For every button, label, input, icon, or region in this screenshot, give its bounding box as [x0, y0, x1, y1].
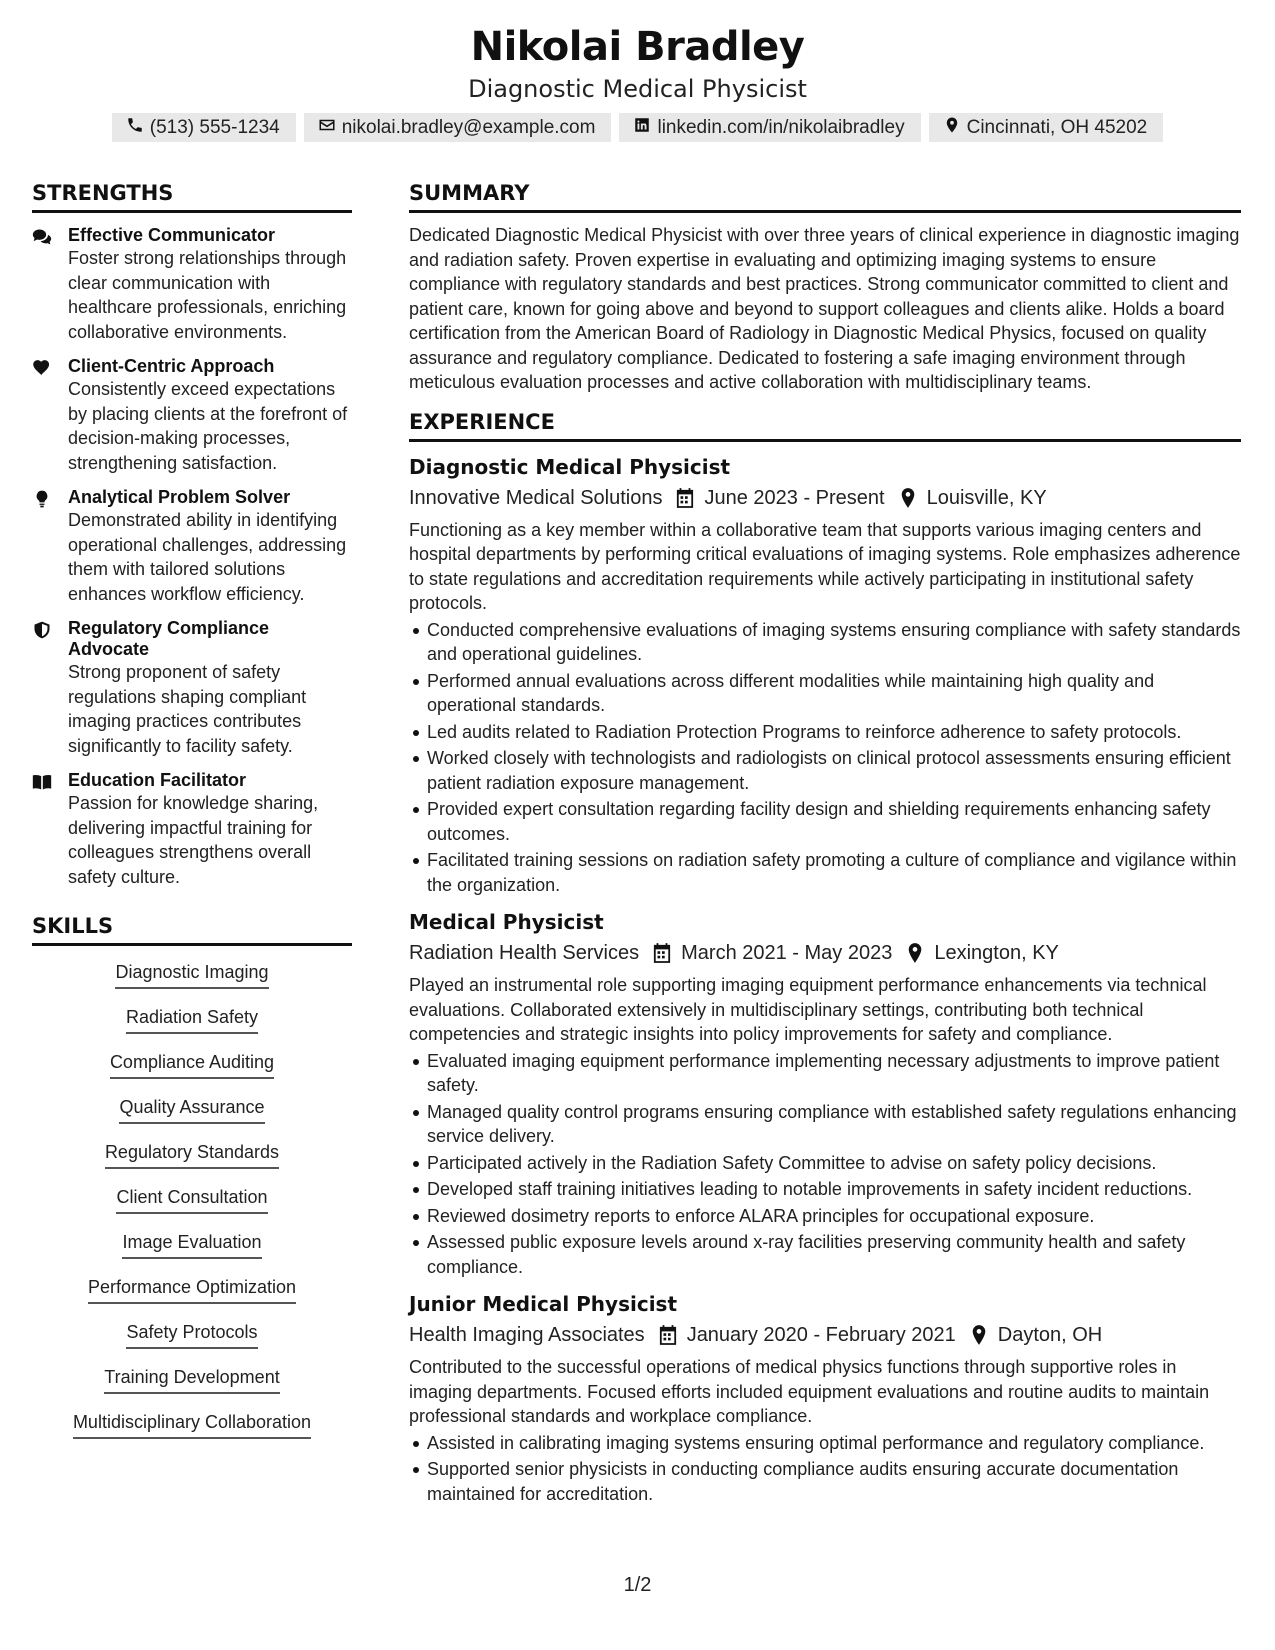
strengths-heading: STRENGTHS — [32, 178, 352, 213]
bullet-item: Managed quality control programs ensuring compliance with established safety regulations enhancing service delivery. — [409, 1100, 1241, 1149]
location-icon — [906, 943, 924, 963]
contact-linkedin[interactable] — [619, 113, 920, 142]
skill-tag: Quality Assurance — [119, 1095, 264, 1124]
job-meta — [409, 938, 1241, 968]
location-icon — [943, 116, 961, 140]
job-entry — [409, 907, 1241, 1279]
contact-text: (513) 555-1234 — [149, 116, 280, 138]
bullet-item: Participated actively in the Radiation Safety Committee to advise on safety policy decisions. — [409, 1151, 1241, 1176]
heart-icon — [32, 356, 56, 475]
strength-name: Education Facilitator — [68, 770, 247, 790]
bullet-item: Facilitated training sessions on radiation safety promoting a culture of compliance and vigilance within the organization. — [409, 848, 1241, 897]
contact-text: Cincinnati, OH 45202 — [966, 116, 1148, 138]
experience-heading: EXPERIENCE — [409, 407, 1241, 442]
skill-tag: Image Evaluation — [122, 1230, 261, 1259]
bullet-item: Supported senior physicists in conducting compliance audits ensuring accurate documentation maintained for accreditation. — [409, 1457, 1241, 1506]
skill-tag: Performance Optimization — [88, 1275, 296, 1304]
job-location: Louisville, KY — [926, 486, 1047, 509]
book-icon — [32, 770, 56, 889]
job-bullets — [409, 618, 1241, 898]
job-description: Functioning as a key member within a collaborative team that supports various imaging centers and hospital departments by performing critical evaluations of imaging systems. Role emphasizes adherence to state regulations and accreditation requirements while actively participating in institutional safety protocols. — [409, 519, 1241, 613]
calendar-icon — [653, 943, 671, 963]
job-location: Lexington, KY — [934, 942, 1059, 964]
location-icon — [899, 488, 917, 508]
skill-tag: Training Development — [104, 1365, 279, 1394]
bullet-item: Conducted comprehensive evaluations of imaging systems ensuring compliance with safety standards and operational guidelines. — [409, 618, 1241, 667]
strength-desc: Demonstrated ability in identifying operational challenges, addressing them with tailored solutions enhances workflow efficiency. — [68, 510, 347, 604]
contact-phone[interactable] — [112, 113, 296, 142]
page-number: 1/2 — [623, 1574, 652, 1596]
strength-desc: Foster strong relationships through clear communication with healthcare professionals, enriching collaborative environments. — [68, 248, 347, 342]
skill-tag: Safety Protocols — [126, 1320, 257, 1349]
bullet-item: Evaluated imaging equipment performance implementing necessary adjustments to improve patient safety. — [409, 1049, 1241, 1098]
strength-item — [32, 770, 352, 889]
job-title: Diagnostic Medical Physicist — [409, 454, 731, 479]
bullet-item: Provided expert consultation regarding facility design and shielding requirements enhancing safety outcomes. — [409, 797, 1241, 846]
linkedin-icon — [633, 116, 651, 140]
job-company: Innovative Medical Solutions — [409, 486, 663, 509]
job-entry — [409, 452, 1241, 898]
job-description: Contributed to the successful operations of medical physics functions through supportive roles in imaging departments. Focused efforts included equipment evaluations and routine audits to maintain professional standards and workplace compliance. — [409, 1357, 1210, 1426]
bullet-item: Assessed public exposure levels around x-ray facilities preserving community health and safety compliance. — [409, 1230, 1241, 1279]
job-title: Medical Physicist — [409, 910, 604, 934]
chat-bubbles-icon — [32, 225, 56, 344]
strength-desc: Strong proponent of safety regulations shaping compliant imaging practices contributes significantly to facility safety. — [68, 662, 307, 756]
bullet-item: Worked closely with technologists and radiologists on clinical protocol assessments ensuring efficient patient radiation exposure management. — [409, 746, 1241, 795]
skill-tag: Radiation Safety — [126, 1005, 258, 1034]
candidate-title: Diagnostic Medical Physicist — [468, 75, 807, 103]
strength-name: Analytical Problem Solver — [68, 487, 291, 507]
job-description: Played an instrumental role supporting imaging equipment performance enhancements via technical evaluations. Collaborated extensively in multidisciplinary settings, contributing both technical competencies and strategic insights into policy improvements for safety and compliance. — [409, 975, 1207, 1044]
contact-email[interactable] — [304, 113, 612, 142]
candidate-name: Nikolai Bradley — [470, 24, 805, 70]
contact-bar — [0, 113, 1275, 142]
strength-item — [32, 618, 352, 758]
job-company: Health Imaging Associates — [409, 1324, 645, 1346]
job-bullets — [409, 1431, 1241, 1507]
job-title: Junior Medical Physicist — [409, 1292, 678, 1316]
strength-item — [32, 487, 352, 606]
right-column — [409, 178, 1241, 1508]
calendar-icon — [659, 1325, 677, 1345]
job-company: Radiation Health Services — [409, 942, 640, 964]
location-icon — [970, 1325, 988, 1345]
skill-tag: Diagnostic Imaging — [115, 960, 268, 989]
job-meta — [409, 1320, 1241, 1350]
skills-list — [32, 960, 352, 1455]
bullet-item: Led audits related to Radiation Protection Programs to reinforce adherence to safety protocols. — [409, 720, 1241, 745]
contact-location[interactable] — [929, 113, 1164, 142]
skill-tag: Client Consultation — [116, 1185, 267, 1214]
contact-text: nikolai.bradley@example.com — [341, 116, 596, 138]
job-dates: March 2021 - May 2023 — [681, 942, 893, 964]
bullet-item: Reviewed dosimetry reports to enforce ALARA principles for occupational exposure. — [409, 1204, 1241, 1229]
strength-desc: Consistently exceed expectations by placing clients at the forefront of decision-making processes, strengthening satisfaction. — [68, 379, 348, 473]
lightbulb-icon — [32, 487, 56, 606]
strength-name: Regulatory Compliance Advocate — [68, 618, 270, 659]
left-column — [32, 178, 352, 1455]
bullet-item: Developed staff training initiatives leading to notable improvements in safety incident reductions. — [409, 1177, 1241, 1202]
bullet-item: Assisted in calibrating imaging systems ensuring optimal performance and regulatory compliance. — [409, 1431, 1241, 1456]
job-bullets — [409, 1049, 1241, 1280]
strength-item — [32, 225, 352, 344]
skills-heading: SKILLS — [32, 911, 352, 946]
contact-text: linkedin.com/in/nikolaibradley — [657, 116, 905, 138]
calendar-icon — [676, 488, 694, 508]
job-dates: June 2023 - Present — [704, 486, 885, 509]
resume-header — [0, 22, 1275, 106]
shield-icon — [32, 618, 56, 758]
skill-tag: Compliance Auditing — [110, 1050, 274, 1079]
skill-tag: Regulatory Standards — [105, 1140, 279, 1169]
strength-desc: Passion for knowledge sharing, delivering impactful training for colleagues strengthens overall safety culture. — [68, 793, 319, 887]
mail-icon — [318, 116, 336, 140]
skill-tag: Multidisciplinary Collaboration — [73, 1410, 311, 1439]
strength-name: Client-Centric Approach — [68, 356, 275, 376]
job-entry — [409, 1289, 1241, 1506]
strength-name: Effective Communicator — [68, 225, 276, 245]
job-meta — [409, 483, 1241, 513]
job-dates: January 2020 - February 2021 — [686, 1324, 956, 1346]
phone-icon — [126, 116, 144, 140]
summary-heading: SUMMARY — [409, 178, 1241, 213]
strength-item — [32, 356, 352, 475]
job-location: Dayton, OH — [997, 1324, 1103, 1346]
bullet-item: Performed annual evaluations across different modalities while maintaining high quality and operational standards. — [409, 669, 1241, 718]
summary-text: Dedicated Diagnostic Medical Physicist with over three years of clinical experience in diagnostic imaging and radiation safety. Proven expertise in evaluating and optimizing imaging systems to ensure compliance with regulatory standards and best practices. Strong communicator committed to client and patient care, known for going above and beyond to support colleagues and clients alike. Holds a board certification from the American Board of Radiology in Diagnostic Medical Physics, focused on quality assurance and regulatory compliance. Dedicated to fostering a safe imaging environment through meticulous evaluation processes and active collaboration with multidisciplinary teams. — [409, 225, 1240, 392]
